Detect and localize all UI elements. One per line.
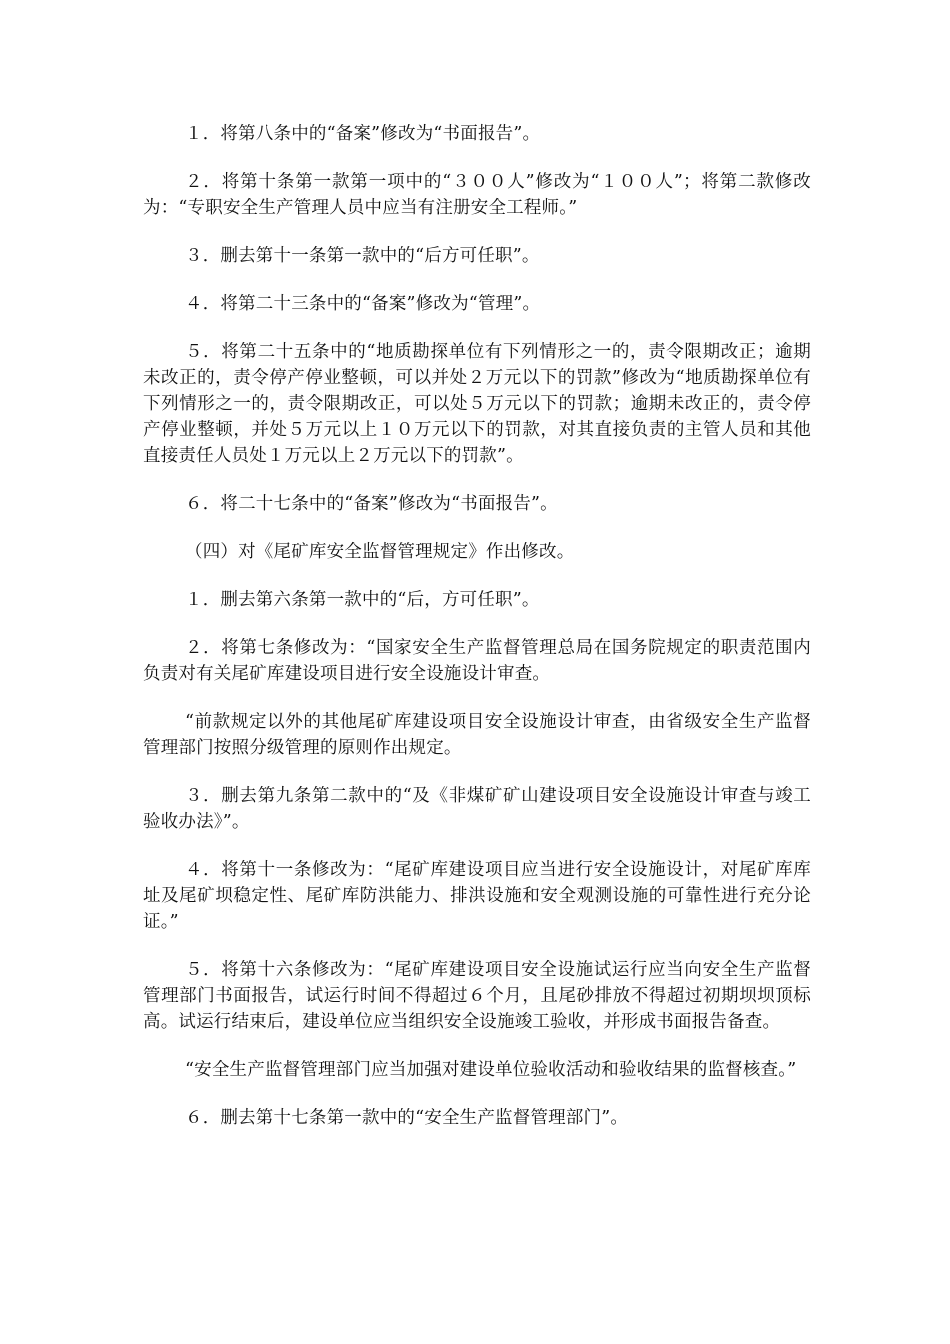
paragraph-5: ５．将第二十五条中的“地质勘探单位有下列情形之一的，责令限期改正；逾期未改正的，责令停产停业整顿，可以并处２万元以下的罚款”修改为“地质勘探单位有下列情形之一的，责令限期改正，可以处５万元以下的罚款；逾期未改正的，责令停产停业整顿，并处５万元以上１０万元以下的罚款，对其直接负责的主管人员和其他直接责任人员处１万元以上２万元以下的罚款”。 [143,342,811,466]
paragraph-12: ５．将第十六条修改为：“尾矿库建设项目安全设施试运行应当向安全生产监督管理部门书面报告，试运行时间不得超过６个月，且尾砂排放不得超过初期坝坝顶标高。试运行结束后，建设单位应当组织安全设施竣工验收，并形成书面报告备查。 [143,960,811,1032]
paragraph-9: “前款规定以外的其他尾矿库建设项目安全设施设计审查，由省级安全生产监督管理部门按照分级管理的原则作出规定。 [143,712,811,758]
paragraph-4: ４．将第二十三条中的“备案”修改为“管理”。 [185,294,541,314]
section-heading-4: （四）对《尾矿库安全监督管理规定》作出修改。 [185,542,575,562]
paragraph-14: ６．删去第十七条第一款中的“安全生产监督管理部门”。 [185,1108,629,1128]
paragraph-10: ３．删去第九条第二款中的“及《非煤矿矿山建设项目安全设施设计审查与竣工验收办法》”。 [143,786,811,832]
paragraph-11: ４．将第十一条修改为：“尾矿库建设项目应当进行安全设施设计，对尾矿库库址及尾矿坝稳定性、尾矿库防洪能力、排洪设施和安全观测设施的可靠性进行充分论证。” [143,860,811,932]
paragraph-3: ３．删去第十一条第一款中的“后方可任职”。 [185,246,540,266]
paragraph-6: ６．将二十七条中的“备案”修改为“书面报告”。 [185,494,558,514]
paragraph-7: １．删去第六条第一款中的“后，方可任职”。 [185,590,540,610]
paragraph-13: “安全生产监督管理部门应当加强对建设单位验收活动和验收结果的监督核查。” [185,1060,797,1080]
paragraph-8: ２．将第七条修改为：“国家安全生产监督管理总局在国务院规定的职责范围内负责对有关尾矿库建设项目进行安全设施设计审查。 [143,638,811,684]
document-body [143,121,811,1153]
paragraph-1: １．将第八条中的“备案”修改为“书面报告”。 [185,124,541,144]
paragraph-2: ２．将第十条第一款第一项中的“３００人”修改为“１００人”；将第二款修改为：“专职安全生产管理人员中应当有注册安全工程师。” [143,172,811,218]
